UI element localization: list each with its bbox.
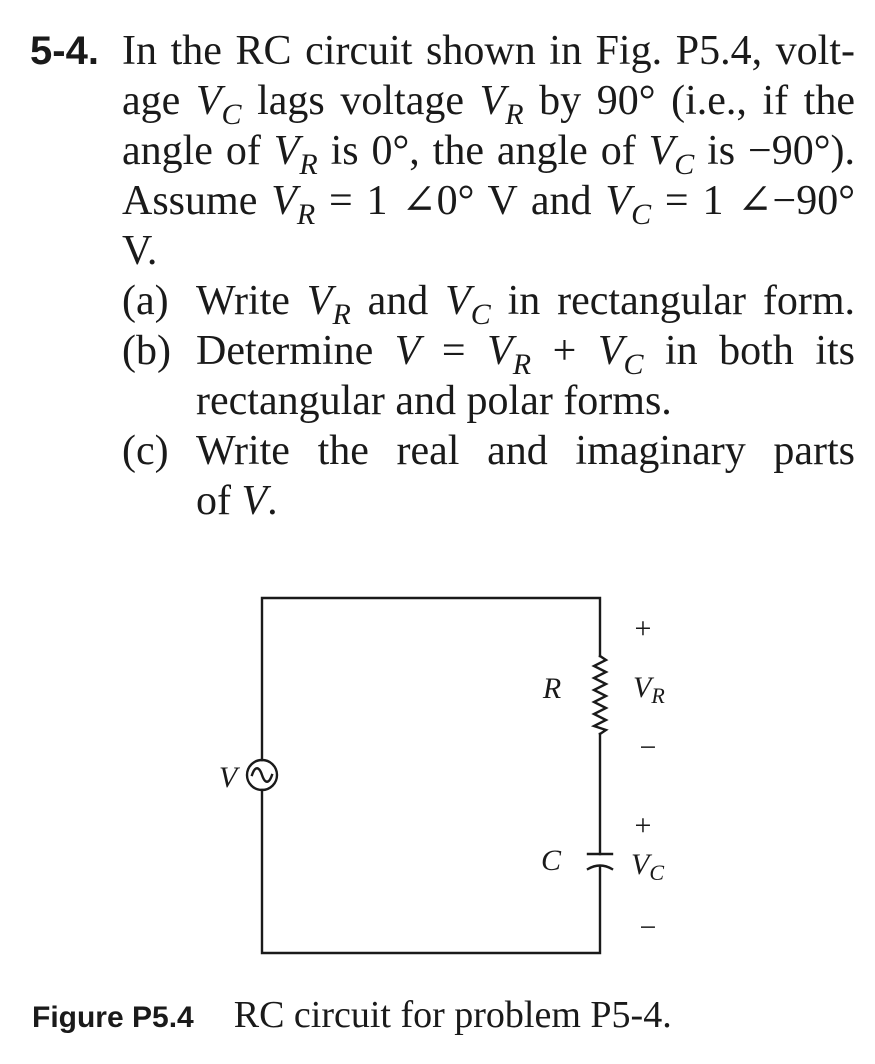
circuit-diagram	[190, 580, 710, 970]
math-variable: V	[394, 328, 421, 374]
part-b-line-1: Determine $V = V_R + V_C$ in both its	[196, 328, 856, 381]
math-subscript: C	[623, 348, 644, 381]
svg-text:VR	[633, 671, 665, 708]
resistor-symbol	[594, 656, 606, 734]
math-variable: $V_C$	[445, 278, 491, 331]
math-subscript: C	[221, 98, 242, 131]
part-a-line-1: Write $V_R$ and $V_C$ in rectangular form.	[196, 278, 855, 331]
vc-plus-sign: +	[634, 809, 652, 842]
part-c-label: (c)	[122, 428, 169, 474]
math-subscript: R	[512, 348, 532, 381]
math-variable: $V_R$	[487, 328, 532, 381]
math-variable: $V_R$	[273, 128, 318, 181]
math-variable: V	[241, 478, 268, 524]
math-subscript: C	[470, 298, 491, 331]
statement-line-4: Assume $V_R = 1$ ∠0° V and $V_C = 1$ ∠−90°	[122, 178, 855, 231]
math-subscript: R	[332, 298, 351, 331]
vr-label: V	[633, 671, 652, 704]
vr-plus-sign: +	[634, 612, 652, 645]
statement-line-2: age $V_C$ lags voltage $V_R$ by 90° (i.e., if the	[122, 78, 855, 131]
statement-line-5: V.	[122, 228, 158, 274]
resistor-label: R	[542, 672, 562, 705]
figure-caption-text: RC circuit for problem P5-4.	[233, 994, 672, 1036]
math-variable: $V_C$	[597, 328, 644, 381]
part-b-label: (b)	[122, 328, 171, 374]
math-variable: $V_R$	[271, 178, 316, 231]
math-subscript: C	[631, 198, 652, 231]
statement-line-3: angle of $V_R$ is 0°, the angle of $V_C$ is −90°).	[122, 128, 856, 181]
part-c-line-1: Write the real and imaginary parts	[196, 428, 855, 474]
svg-text:VC	[631, 848, 664, 885]
math-variable: $V_C$	[195, 78, 242, 131]
vr-minus-sign: −	[639, 731, 657, 764]
math-variable: $V_R$	[479, 78, 524, 131]
problem-number: 5-4.	[30, 29, 99, 73]
part-c-line-2: of V.	[196, 478, 278, 524]
part-b-line-2: rectangular and polar forms.	[196, 378, 672, 424]
math-variable: $V_R$	[306, 278, 351, 331]
part-a-label: (a)	[122, 278, 169, 324]
math-variable: $V_C$	[648, 128, 695, 181]
math-subscript: R	[505, 98, 524, 131]
source-sine-icon	[252, 768, 272, 782]
figure-caption-label: Figure P5.4	[32, 1001, 194, 1034]
math-subscript: R	[296, 198, 316, 231]
vc-label: V	[631, 848, 650, 881]
math-subscript: R	[299, 148, 318, 181]
vc-label-subscript: C	[649, 860, 665, 885]
wire-loop	[262, 598, 600, 953]
vr-label-subscript: R	[651, 683, 665, 708]
source-label: V	[218, 761, 238, 794]
figure-caption	[32, 990, 672, 1048]
math-variable: $V_C$	[605, 178, 652, 231]
capacitor-label: C	[540, 844, 562, 877]
statement-line-1: In the RC circuit shown in Fig. P5.4, volt-	[122, 28, 855, 74]
vc-minus-sign: −	[639, 911, 657, 944]
math-subscript: C	[674, 148, 695, 181]
